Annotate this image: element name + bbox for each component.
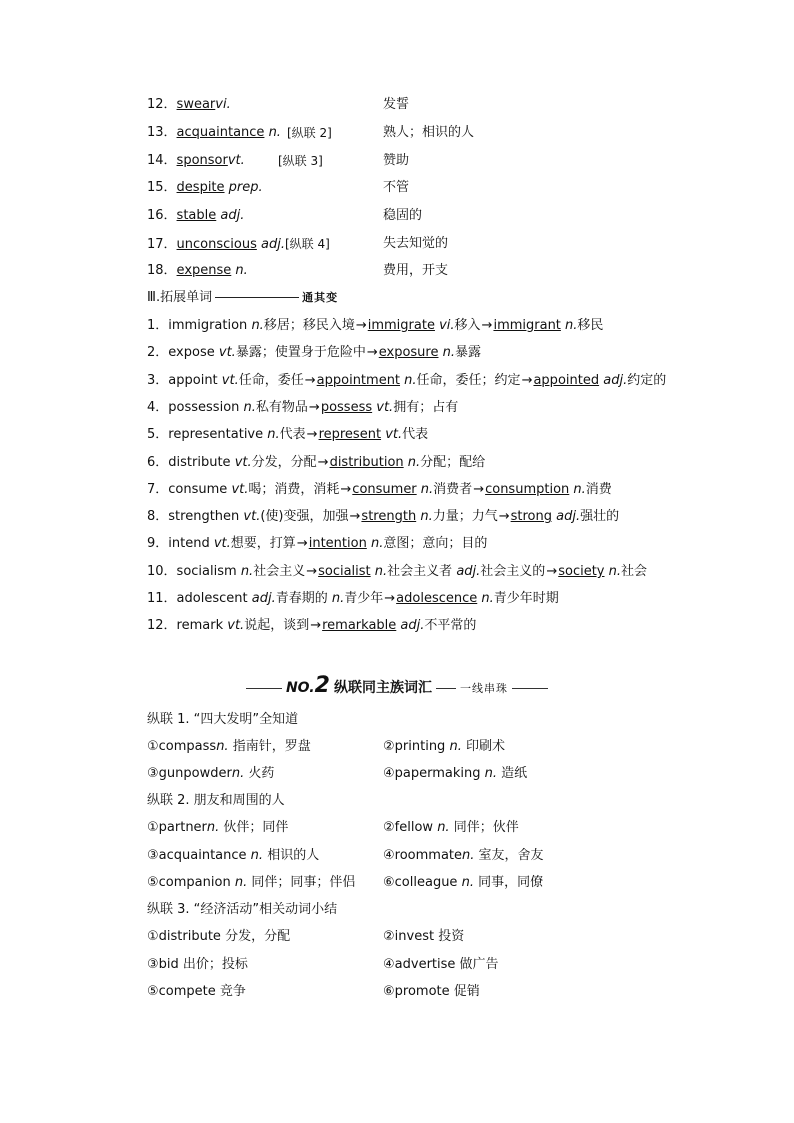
part-of-speech: n. — [481, 591, 494, 606]
vocab-row — [147, 261, 449, 281]
part-of-speech: n. — [250, 848, 264, 863]
part-of-speech: n. — [331, 591, 345, 606]
part-of-speech: vt. — [227, 618, 245, 633]
item-mark: ① — [147, 739, 159, 754]
vocab-word: papermaking — [394, 766, 481, 781]
definition: 分发，分配 — [251, 455, 317, 470]
header-rule — [512, 688, 548, 689]
item-mark: ④ — [383, 957, 395, 972]
item-number: 17． — [147, 237, 177, 252]
definition: 拥有；占有 — [393, 400, 459, 415]
derived-word: distribution — [329, 455, 404, 470]
vocab-word: compass — [158, 739, 217, 754]
group-row — [147, 927, 465, 947]
item-mark: ② — [383, 820, 395, 835]
vocab-row — [147, 95, 410, 115]
part-of-speech: n. — [449, 739, 462, 754]
part-of-speech: n. — [216, 739, 229, 754]
derivation-row — [147, 425, 428, 445]
vocab-row — [147, 151, 410, 171]
part-of-speech: vt. — [376, 400, 394, 415]
derived-word: represent — [318, 427, 382, 442]
item-mark: ④ — [383, 848, 395, 863]
definition: 伙伴；同伴 — [223, 820, 289, 835]
derivation-row — [147, 398, 458, 418]
part-of-speech: n. — [251, 318, 264, 333]
part-of-speech: vt. — [243, 509, 261, 524]
group-row — [147, 955, 499, 975]
arrow-icon: → — [310, 618, 322, 633]
derivation-row — [147, 480, 612, 500]
base-word: socialism — [176, 564, 237, 579]
definition: 暴露；使置身于危险中 — [235, 345, 366, 360]
definition: 移居；移民入境 — [263, 318, 355, 333]
derived-word: adolescence — [396, 591, 478, 606]
definition: 代表 — [279, 427, 306, 442]
group-title: 纵联 2. 朋友和周围的人 — [147, 793, 285, 808]
part-of-speech: n. — [420, 482, 434, 497]
section-number-prefix: NO. — [285, 680, 315, 696]
section-title: Ⅲ.拓展单词 — [147, 290, 213, 305]
cross-reference-tag: [纵联 2] — [287, 126, 332, 140]
item-number: 15． — [147, 180, 177, 195]
group-row — [147, 982, 480, 1002]
base-word: immigration — [168, 318, 248, 333]
definition: 造纸 — [501, 766, 528, 781]
group-row — [147, 873, 544, 893]
group-row — [147, 737, 505, 757]
derived-word: immigrant — [493, 318, 561, 333]
derivation-row — [147, 343, 481, 363]
item-number: 16． — [147, 208, 177, 223]
base-word: possession — [168, 400, 240, 415]
definition: 青春期的 — [275, 591, 328, 606]
part-of-speech: vt. — [231, 482, 249, 497]
item-number: 8． — [147, 509, 169, 524]
item-mark: ⑥ — [383, 984, 395, 999]
part-of-speech: n. — [235, 263, 248, 278]
vocab-word: colleague — [394, 875, 458, 890]
arrow-icon: → — [306, 427, 318, 442]
vocab-row — [147, 178, 410, 198]
part-of-speech: n. — [234, 875, 248, 890]
item-mark: ① — [147, 820, 159, 835]
vocab-word: acquaintance — [176, 125, 265, 140]
part-of-speech: n. — [268, 125, 281, 140]
part-of-speech: adj. — [251, 591, 276, 606]
item-mark: ⑤ — [147, 984, 159, 999]
vocab-word: fellow — [394, 820, 434, 835]
definition: 任命，委任；约定 — [416, 373, 521, 388]
arrow-icon: → — [481, 318, 493, 333]
vocab-word: swear — [176, 97, 216, 112]
heading-rule — [215, 297, 299, 298]
definition: 消费 — [585, 482, 612, 497]
part-of-speech: vt. — [221, 373, 239, 388]
cross-reference-tag: [纵联 4] — [284, 237, 330, 251]
derivation-row — [147, 534, 487, 554]
part-of-speech: vt. — [234, 455, 252, 470]
vocab-word: partner — [158, 820, 207, 835]
item-mark: ③ — [147, 848, 159, 863]
part-of-speech: n. — [243, 400, 256, 415]
definition: 分配；配给 — [420, 455, 486, 470]
vocab-row — [147, 123, 475, 143]
definition: 促销 — [453, 984, 480, 999]
vocab-word: sponsor — [176, 153, 228, 168]
definition: 不平常的 — [424, 618, 477, 633]
part-of-speech: n. — [437, 820, 450, 835]
vocab-word: unconscious — [176, 237, 257, 252]
section-number: 2 — [314, 673, 330, 698]
base-word: remark — [176, 618, 224, 633]
derived-word: immigrate — [367, 318, 435, 333]
arrow-icon: → — [384, 591, 396, 606]
definition: (使)变强，加强 — [260, 509, 349, 524]
group-row — [147, 846, 544, 866]
item-number: 14． — [147, 153, 177, 168]
vocab-word: despite — [176, 180, 225, 195]
part-of-speech: vi. — [439, 318, 455, 333]
part-of-speech: n. — [404, 373, 417, 388]
part-of-speech: adj. — [603, 373, 628, 388]
arrow-icon: → — [296, 536, 308, 551]
arrow-icon: → — [521, 373, 533, 388]
base-word: adolescent — [176, 591, 248, 606]
definition: 力量；力气 — [432, 509, 498, 524]
vocab-word: stable — [176, 208, 217, 223]
part-of-speech: n. — [573, 482, 586, 497]
item-number: 4． — [147, 400, 169, 415]
definition: 强壮的 — [580, 509, 620, 524]
part-of-speech: n. — [608, 564, 622, 579]
item-number: 2． — [147, 345, 169, 360]
definition: 想要，打算 — [230, 536, 296, 551]
vocab-word: expense — [176, 263, 232, 278]
vocab-word: compete — [158, 984, 216, 999]
definition: 青少年 — [344, 591, 384, 606]
part-of-speech: adj. — [456, 564, 481, 579]
arrow-icon: → — [498, 509, 510, 524]
definition: 暴露 — [455, 345, 482, 360]
section-title: 纵联同主族词汇 — [334, 680, 433, 696]
item-number: 7． — [147, 482, 169, 497]
vocab-word: invest — [394, 929, 435, 944]
derived-word: intention — [308, 536, 367, 551]
vocab-word: printing — [394, 739, 446, 754]
vocab-meaning: 不管 — [383, 180, 410, 195]
definition: 青少年时期 — [493, 591, 559, 606]
item-mark: ② — [383, 929, 395, 944]
base-word: strengthen — [168, 509, 240, 524]
definition: 分发，分配 — [225, 929, 291, 944]
part-of-speech: n. — [420, 509, 433, 524]
arrow-icon: → — [546, 564, 558, 579]
vocab-meaning: 费用，开支 — [383, 263, 449, 278]
derived-word: consumption — [485, 482, 570, 497]
vocab-word: acquaintance — [158, 848, 247, 863]
derivation-row — [147, 589, 559, 609]
definition: 室友，舍友 — [478, 848, 544, 863]
part-of-speech: n. — [370, 536, 384, 551]
base-word: expose — [168, 345, 215, 360]
item-number: 10． — [147, 564, 177, 579]
part-of-speech: n. — [374, 564, 388, 579]
item-mark: ⑤ — [147, 875, 159, 890]
part-of-speech: n. — [240, 564, 254, 579]
definition: 私有物品 — [255, 400, 308, 415]
part-of-speech: adj. — [400, 618, 425, 633]
item-number: 18． — [147, 263, 177, 278]
item-mark: ③ — [147, 957, 159, 972]
derivation-row — [147, 562, 647, 582]
vocab-meaning: 失去知觉的 — [383, 236, 449, 251]
item-number: 11． — [147, 591, 177, 606]
definition: 移民 — [577, 318, 604, 333]
definition: 消费者 — [433, 482, 473, 497]
definition: 相识的人 — [267, 848, 320, 863]
part-of-speech: n. — [462, 848, 475, 863]
vocab-word: advertise — [394, 957, 456, 972]
derived-word: consumer — [352, 482, 417, 497]
part-of-speech: vt. — [385, 427, 403, 442]
cross-reference-tag: [纵联 3] — [278, 154, 323, 168]
item-number: 5． — [147, 427, 169, 442]
item-number: 13． — [147, 125, 177, 140]
item-mark: ⑥ — [383, 875, 395, 890]
definition: 做广告 — [459, 957, 499, 972]
derived-word: society — [558, 564, 605, 579]
vocab-meaning: 发誓 — [383, 97, 410, 112]
derivation-row — [147, 316, 603, 336]
item-number: 12． — [147, 97, 177, 112]
definition: 同事，同僚 — [478, 875, 544, 890]
arrow-icon: → — [317, 455, 329, 470]
derived-word: appointment — [316, 373, 401, 388]
item-number: 1． — [147, 318, 169, 333]
vocab-meaning: 熟人；相识的人 — [383, 125, 475, 140]
part-of-speech: n. — [442, 345, 455, 360]
definition: 竞争 — [219, 984, 246, 999]
part-of-speech: adj. — [556, 509, 581, 524]
derived-word: remarkable — [322, 618, 397, 633]
part-of-speech: vi. — [215, 97, 231, 112]
derivation-row — [147, 453, 485, 473]
section-heading — [147, 288, 338, 308]
arrow-icon: → — [349, 509, 361, 524]
definition: 任命，委任 — [238, 373, 304, 388]
part-of-speech: vt. — [218, 345, 236, 360]
base-word: distribute — [168, 455, 231, 470]
item-mark: ② — [383, 739, 395, 754]
section-ornament: 通其变 — [302, 291, 339, 304]
header-rule — [246, 688, 282, 689]
part-of-speech: adj. — [220, 208, 245, 223]
arrow-icon: → — [340, 482, 352, 497]
item-mark: ① — [147, 929, 159, 944]
base-word: consume — [168, 482, 228, 497]
part-of-speech: n. — [407, 455, 421, 470]
definition: 代表 — [402, 427, 429, 442]
definition: 出价；投标 — [182, 957, 248, 972]
arrow-icon: → — [366, 345, 378, 360]
derivation-row — [147, 616, 476, 636]
part-of-speech: n. — [461, 875, 474, 890]
arrow-icon: → — [304, 373, 316, 388]
part-of-speech: n. — [565, 318, 578, 333]
item-number: 6． — [147, 455, 169, 470]
definition: 同伴；同事；伴侣 — [251, 875, 356, 890]
part-of-speech: vt. — [213, 536, 231, 551]
item-number: 12． — [147, 618, 177, 633]
derived-word: exposure — [378, 345, 439, 360]
definition: 社会主义 — [253, 564, 306, 579]
arrow-icon: → — [308, 400, 320, 415]
derivation-row — [147, 507, 619, 527]
arrow-icon: → — [306, 564, 318, 579]
part-of-speech: vt. — [227, 153, 245, 168]
definition: 同伴；伙伴 — [453, 820, 519, 835]
arrow-icon: → — [473, 482, 485, 497]
vocab-word: roommate — [394, 848, 463, 863]
part-of-speech: n. — [231, 766, 245, 781]
part-of-speech: adj. — [261, 237, 285, 252]
definition: 投资 — [438, 929, 465, 944]
definition: 意图；意向；目的 — [383, 536, 488, 551]
item-number: 9． — [147, 536, 169, 551]
definition: 约定的 — [627, 373, 667, 388]
definition: 喝；消费，消耗 — [248, 482, 340, 497]
derived-word: appointed — [533, 373, 600, 388]
item-mark: ③ — [147, 766, 159, 781]
derived-word: strength — [361, 509, 417, 524]
arrow-icon: → — [355, 318, 367, 333]
vocab-row — [147, 234, 449, 254]
header-rule — [436, 688, 456, 689]
group-row — [147, 818, 519, 838]
vocab-word: companion — [158, 875, 231, 890]
vocab-meaning: 赞助 — [383, 153, 410, 168]
item-mark: ④ — [383, 766, 395, 781]
definition: 火药 — [248, 766, 275, 781]
part-of-speech: n. — [206, 820, 220, 835]
vocab-row — [147, 206, 423, 226]
section-subtitle: 一线串珠 — [460, 682, 509, 695]
base-word: representative — [168, 427, 264, 442]
vocab-meaning: 稳固的 — [383, 208, 423, 223]
definition: 说起，谈到 — [244, 618, 310, 633]
group-title: 纵联 3. “经济活动”相关动词小结 — [147, 902, 338, 917]
part-of-speech: n. — [267, 427, 280, 442]
item-number: 3． — [147, 373, 169, 388]
group-title: 纵联 1. “四大发明”全知道 — [147, 712, 299, 727]
part-of-speech: prep. — [228, 180, 263, 195]
base-word: intend — [168, 536, 210, 551]
group-row — [147, 764, 528, 784]
definition: 社会 — [621, 564, 648, 579]
vocab-word: promote — [394, 984, 450, 999]
derived-word: socialist — [318, 564, 371, 579]
no2-section-header — [0, 674, 794, 698]
definition: 社会主义的 — [480, 564, 546, 579]
vocab-word: distribute — [158, 929, 221, 944]
derived-word: strong — [510, 509, 552, 524]
definition: 印刷术 — [465, 739, 505, 754]
derived-word: possess — [320, 400, 373, 415]
base-word: appoint — [168, 373, 218, 388]
vocab-word: gunpowder — [158, 766, 232, 781]
definition: 指南针，罗盘 — [232, 739, 311, 754]
definition: 移入 — [454, 318, 481, 333]
derivation-row — [147, 371, 666, 391]
part-of-speech: n. — [484, 766, 498, 781]
definition: 社会主义者 — [387, 564, 453, 579]
vocab-word: bid — [158, 957, 179, 972]
